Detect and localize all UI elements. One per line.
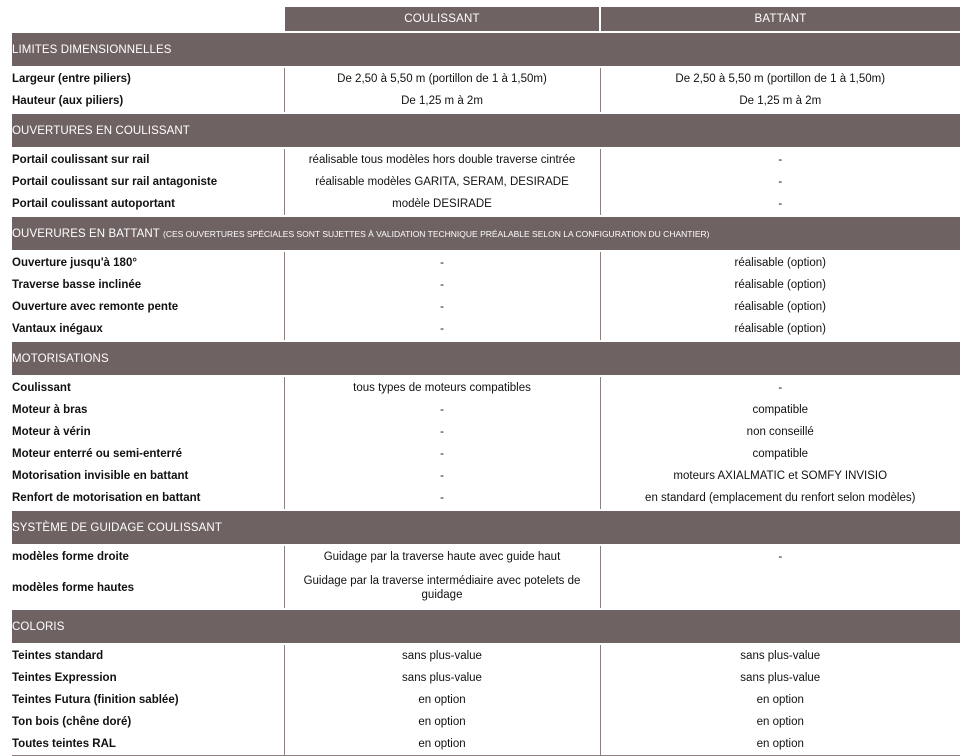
section-title: OUVERURES EN BATTANT (12, 227, 160, 240)
table-row (12, 274, 960, 296)
row-label: Vantaux inégaux (12, 323, 103, 335)
table-row (12, 689, 960, 711)
section-note: (CES OUVERTURES SPÉCIALES SONT SUJETTES À VALIDATION TECHNIQUE PRÉALABLE SELON LA CONFIGURATION DU CHANTIER) (162, 228, 710, 239)
cell-coulissant: - (284, 296, 600, 318)
row-label: Portail coulissant sur rail antagoniste (12, 176, 218, 188)
table-row (12, 399, 960, 421)
cell-coulissant: - (284, 465, 600, 487)
cell-battant: en option (600, 689, 960, 711)
header-blank (12, 7, 284, 32)
cell-coulissant: - (284, 274, 600, 296)
row-label: Motorisation invisible en battant (12, 470, 189, 482)
row-label: Ouverture jusqu'à 180° (12, 257, 137, 269)
section-title-cell (12, 113, 960, 148)
section-header (12, 113, 960, 148)
row-label: Moteur enterré ou semi-enterré (12, 448, 182, 460)
section-title-cell (12, 216, 960, 251)
cell-coulissant: en option (284, 733, 600, 756)
cell-battant (600, 568, 960, 609)
cell-coulissant: sans plus-value (284, 644, 600, 667)
table-row (12, 465, 960, 487)
cell-coulissant: en option (284, 711, 600, 733)
table-row (12, 568, 960, 609)
section-title-cell (12, 510, 960, 545)
cell-battant: - (600, 193, 960, 216)
row-label: Coulissant (12, 382, 71, 394)
cell-battant: réalisable (option) (600, 274, 960, 296)
section-title-cell (12, 341, 960, 376)
table-row (12, 318, 960, 341)
cell-coulissant: modèle DESIRADE (284, 193, 600, 216)
cell-battant: compatible (600, 443, 960, 465)
row-label: Ton bois (chêne doré) (12, 716, 132, 728)
cell-coulissant: - (284, 421, 600, 443)
table-row (12, 545, 960, 568)
row-label: modèles forme hautes (12, 582, 135, 594)
cell-coulissant: sans plus-value (284, 667, 600, 689)
cell-battant: sans plus-value (600, 644, 960, 667)
cell-coulissant: réalisable tous modèles hors double traverse cintrée (284, 148, 600, 171)
section-title: SYSTÈME DE GUIDAGE COULISSANT (12, 521, 222, 534)
row-label: Portail coulissant sur rail (12, 154, 150, 166)
header-row (12, 7, 960, 32)
section-title-cell (12, 32, 960, 67)
table-body (12, 7, 960, 756)
section-title-cell (12, 609, 960, 644)
cell-coulissant: - (284, 443, 600, 465)
section-header (12, 32, 960, 67)
row-label: Portail coulissant autoportant (12, 198, 175, 210)
cell-battant: - (600, 545, 960, 568)
row-label: Hauteur (aux piliers) (12, 95, 124, 107)
cell-battant: en option (600, 711, 960, 733)
cell-coulissant: Guidage par la traverse intermédiaire avec potelets de guidage (284, 568, 600, 609)
table-row (12, 644, 960, 667)
column-header-coulissant: COULISSANT (284, 7, 600, 32)
row-label: Largeur (entre piliers) (12, 73, 131, 85)
row-label: Renfort de motorisation en battant (12, 492, 201, 504)
cell-battant: en option (600, 733, 960, 756)
row-label: Teintes standard (12, 650, 104, 662)
cell-coulissant: - (284, 251, 600, 274)
section-header (12, 216, 960, 251)
cell-battant: réalisable (option) (600, 296, 960, 318)
section-title: LIMITES DIMENSIONNELLES (12, 43, 172, 56)
table-row (12, 711, 960, 733)
cell-battant: compatible (600, 399, 960, 421)
section-title: MOTORISATIONS (12, 352, 109, 365)
section-title: OUVERTURES EN COULISSANT (12, 124, 190, 137)
row-label: Traverse basse inclinée (12, 279, 142, 291)
cell-battant: non conseillé (600, 421, 960, 443)
row-label: Moteur à vérin (12, 426, 91, 438)
table-row (12, 67, 960, 90)
table-row (12, 487, 960, 510)
table-row (12, 296, 960, 318)
cell-coulissant: De 1,25 m à 2m (284, 90, 600, 113)
cell-battant: en standard (emplacement du renfort selon modèles) (600, 487, 960, 510)
cell-battant: - (600, 148, 960, 171)
cell-battant: sans plus-value (600, 667, 960, 689)
table-row (12, 90, 960, 113)
cell-coulissant: en option (284, 689, 600, 711)
table-row (12, 733, 960, 756)
section-header (12, 609, 960, 644)
table-row (12, 443, 960, 465)
cell-battant: réalisable (option) (600, 318, 960, 341)
row-label: Moteur à bras (12, 404, 88, 416)
cell-battant: - (600, 171, 960, 193)
column-header-battant: BATTANT (600, 7, 960, 32)
row-label: modèles forme droite (12, 551, 129, 563)
cell-battant: De 2,50 à 5,50 m (portillon de 1 à 1,50m) (600, 67, 960, 90)
table-row (12, 376, 960, 399)
section-header (12, 341, 960, 376)
table-row (12, 171, 960, 193)
cell-battant: réalisable (option) (600, 251, 960, 274)
cell-coulissant: - (284, 399, 600, 421)
cell-battant: moteurs AXIALMATIC et SOMFY INVISIO (600, 465, 960, 487)
cell-battant: De 1,25 m à 2m (600, 90, 960, 113)
cell-coulissant: - (284, 487, 600, 510)
row-label: Ouverture avec remonte pente (12, 301, 179, 313)
table-row (12, 193, 960, 216)
cell-coulissant: De 2,50 à 5,50 m (portillon de 1 à 1,50m) (284, 67, 600, 90)
cell-coulissant: Guidage par la traverse haute avec guide haut (284, 545, 600, 568)
table-row (12, 251, 960, 274)
table-row (12, 667, 960, 689)
table-row (12, 421, 960, 443)
row-label: Toutes teintes RAL (12, 738, 116, 750)
section-header (12, 510, 960, 545)
cell-coulissant: réalisable modèles GARITA, SERAM, DESIRADE (284, 171, 600, 193)
row-label: Teintes Expression (12, 672, 117, 684)
cell-coulissant: tous types de moteurs compatibles (284, 376, 600, 399)
table-row (12, 148, 960, 171)
cell-coulissant: - (284, 318, 600, 341)
comparison-table (12, 7, 960, 756)
cell-battant: - (600, 376, 960, 399)
row-label: Teintes Futura (finition sablée) (12, 694, 179, 706)
section-title: COLORIS (12, 620, 65, 633)
